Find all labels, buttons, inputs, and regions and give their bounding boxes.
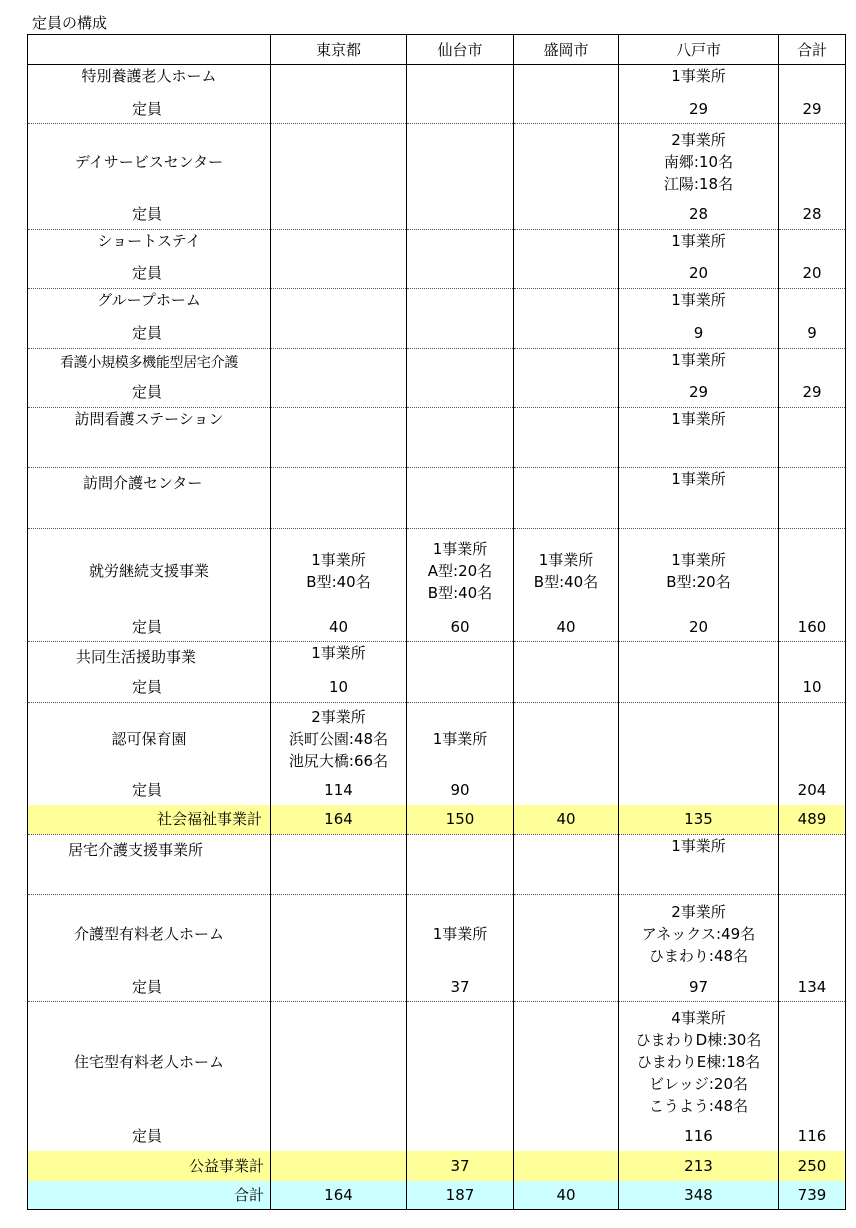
table-cell: [407, 230, 514, 259]
table-cell: [619, 673, 779, 703]
table-cell: 28: [779, 200, 846, 230]
table-cell: [779, 529, 846, 613]
header-row: [28, 35, 846, 65]
table-row: [28, 468, 846, 499]
table-cell: [779, 289, 846, 319]
row-label: 看護小規模多機能型居宅介護: [28, 349, 271, 378]
table-cell: 1事業所: [619, 230, 779, 259]
table-cell: [514, 378, 619, 408]
table-cell: 489: [779, 805, 846, 835]
table-cell: [779, 124, 846, 200]
table-cell: [514, 673, 619, 703]
table-cell: [514, 124, 619, 200]
table-cell: 348: [619, 1181, 779, 1210]
table-cell: 1事業所: [619, 468, 779, 499]
table-cell: [407, 95, 514, 124]
table-cell: 10: [779, 673, 846, 703]
table-cell: [514, 289, 619, 319]
table-cell: [779, 230, 846, 259]
table-cell: [619, 703, 779, 776]
row-label: 就労継続支援事業: [28, 529, 271, 613]
table-cell: [514, 642, 619, 673]
table-cell: [514, 895, 619, 973]
table-cell: 60: [407, 613, 514, 642]
table-cell: 29: [619, 95, 779, 124]
table-cell: [619, 499, 779, 529]
table-cell: [779, 499, 846, 529]
table-row: [28, 703, 846, 776]
table-cell: [619, 776, 779, 805]
table-cell: 2事業所 アネックス:49名 ひまわり:48名: [619, 895, 779, 973]
table-cell: [271, 973, 407, 1002]
table-cell: [407, 65, 514, 95]
table-cell: 1事業所 B型:40名: [514, 529, 619, 613]
table-cell: 164: [271, 805, 407, 835]
table-cell: 116: [779, 1122, 846, 1151]
table-row: [28, 349, 846, 378]
row-label: 定員: [28, 776, 271, 805]
table-cell: 29: [619, 378, 779, 408]
table-cell: 29: [779, 95, 846, 124]
table-cell: [271, 1151, 407, 1181]
row-label: [28, 499, 271, 529]
table-cell: [407, 499, 514, 529]
row-label: 認可保育園: [28, 703, 271, 776]
table-cell: 28: [619, 200, 779, 230]
row-label: 合計: [28, 1181, 271, 1210]
table-cell: [514, 776, 619, 805]
table-cell: [779, 835, 846, 865]
table-cell: [619, 439, 779, 468]
table-row: [28, 865, 846, 895]
table-cell: 40: [514, 1181, 619, 1210]
table-row: [28, 673, 846, 703]
table-cell: 9: [779, 319, 846, 349]
table-cell: [407, 319, 514, 349]
table-cell: 2事業所 南郷:10名 江陽:18名: [619, 124, 779, 200]
row-label: 介護型有料老人ホーム: [28, 895, 271, 973]
table-cell: [271, 124, 407, 200]
row-label: 定員: [28, 673, 271, 703]
table-cell: 29: [779, 378, 846, 408]
table-cell: 20: [619, 613, 779, 642]
table-cell: [271, 439, 407, 468]
row-label: 住宅型有料老人ホーム: [28, 1002, 271, 1122]
table-cell: [271, 95, 407, 124]
table-cell: [779, 408, 846, 439]
row-label: 共同生活援助事業: [28, 642, 271, 673]
table-cell: [407, 642, 514, 673]
table-row: [28, 642, 846, 673]
table-row: [28, 1151, 846, 1181]
header-cell-total: 合計: [779, 35, 846, 65]
table-row: [28, 259, 846, 289]
table-cell: [514, 319, 619, 349]
row-label: 定員: [28, 1122, 271, 1151]
row-label: デイサービスセンター: [28, 124, 271, 200]
row-label: グループホーム: [28, 289, 271, 319]
table-row: [28, 230, 846, 259]
table-cell: 1事業所: [407, 895, 514, 973]
table-row: [28, 973, 846, 1002]
table-cell: 1事業所: [407, 703, 514, 776]
table-cell: 250: [779, 1151, 846, 1181]
table-row: [28, 95, 846, 124]
table-row: [28, 439, 846, 468]
table-row: [28, 124, 846, 200]
table-cell: 187: [407, 1181, 514, 1210]
table-cell: [271, 378, 407, 408]
table-cell: [514, 408, 619, 439]
table-cell: [779, 895, 846, 973]
table-cell: [407, 1122, 514, 1151]
table-row: [28, 319, 846, 349]
table-cell: [514, 259, 619, 289]
table-cell: 1事業所 B型:20名: [619, 529, 779, 613]
row-label: [28, 865, 271, 895]
table-cell: [271, 259, 407, 289]
table-row: [28, 805, 846, 835]
table-cell: [407, 439, 514, 468]
row-label: ショートステイ: [28, 230, 271, 259]
table-cell: 1事業所 B型:40名: [271, 529, 407, 613]
table-cell: 204: [779, 776, 846, 805]
table-cell: [271, 499, 407, 529]
table-cell: 40: [514, 805, 619, 835]
table-cell: 37: [407, 1151, 514, 1181]
table-cell: [514, 865, 619, 895]
row-label: 特別養護老人ホーム: [28, 65, 271, 95]
table-cell: 1事業所: [619, 835, 779, 865]
table-cell: [779, 1002, 846, 1122]
table-cell: [514, 200, 619, 230]
table-cell: [271, 468, 407, 499]
table-cell: 90: [407, 776, 514, 805]
header-cell: [28, 35, 271, 65]
row-label: 定員: [28, 613, 271, 642]
table-cell: [514, 703, 619, 776]
page-title: 定員の構成: [32, 14, 108, 32]
table-cell: [407, 200, 514, 230]
table-row: [28, 776, 846, 805]
table-cell: [271, 895, 407, 973]
table-cell: 135: [619, 805, 779, 835]
table-row: [28, 289, 846, 319]
table-cell: 160: [779, 613, 846, 642]
table-cell: [271, 349, 407, 378]
table-cell: [407, 835, 514, 865]
table-cell: 1事業所: [271, 642, 407, 673]
table-cell: 40: [514, 613, 619, 642]
table-cell: 164: [271, 1181, 407, 1210]
table-cell: [271, 1002, 407, 1122]
table-cell: [271, 200, 407, 230]
table-cell: [779, 65, 846, 95]
table-cell: 116: [619, 1122, 779, 1151]
table-cell: 10: [271, 673, 407, 703]
table-cell: [271, 289, 407, 319]
table-cell: [407, 468, 514, 499]
table-cell: [407, 865, 514, 895]
header-cell-tokyo: 東京都: [271, 35, 407, 65]
table-cell: [271, 835, 407, 865]
table-row: [28, 1002, 846, 1122]
table-cell: [407, 408, 514, 439]
table-cell: 9: [619, 319, 779, 349]
table-cell: 37: [407, 973, 514, 1002]
table-cell: [779, 642, 846, 673]
table-cell: [779, 439, 846, 468]
row-label: 定員: [28, 378, 271, 408]
row-label: 公益事業計: [28, 1151, 271, 1181]
table-cell: 114: [271, 776, 407, 805]
table-cell: 4事業所 ひまわりD棟:30名 ひまわりE棟:18名 ビレッジ:20名 こうよう:48名: [619, 1002, 779, 1122]
table-cell: [779, 865, 846, 895]
table-cell: 1事業所: [619, 65, 779, 95]
table-cell: 40: [271, 613, 407, 642]
table-cell: [271, 408, 407, 439]
row-label: 定員: [28, 319, 271, 349]
table-row: [28, 408, 846, 439]
table-row: [28, 499, 846, 529]
table-cell: [514, 1122, 619, 1151]
table-cell: [619, 642, 779, 673]
table-cell: [271, 65, 407, 95]
row-label: 訪問看護ステーション: [28, 408, 271, 439]
table-cell: [514, 439, 619, 468]
table-cell: [779, 349, 846, 378]
table-cell: [514, 1151, 619, 1181]
table-row: [28, 378, 846, 408]
table-cell: [514, 468, 619, 499]
row-label: 居宅介護支援事業所: [28, 835, 271, 865]
table-cell: [514, 1002, 619, 1122]
row-label: 訪問介護センター: [28, 468, 271, 499]
table-row: [28, 613, 846, 642]
table-cell: 1事業所: [619, 289, 779, 319]
table-cell: 1事業所 A型:20名 B型:40名: [407, 529, 514, 613]
header-cell-sendai: 仙台市: [407, 35, 514, 65]
table-cell: 20: [619, 259, 779, 289]
row-label: 定員: [28, 973, 271, 1002]
table-cell: 97: [619, 973, 779, 1002]
table-cell: [514, 835, 619, 865]
table-cell: [514, 349, 619, 378]
row-label: [28, 439, 271, 468]
table-cell: 739: [779, 1181, 846, 1210]
table-cell: [619, 865, 779, 895]
table-cell: [407, 1002, 514, 1122]
table-row: [28, 200, 846, 230]
table-cell: [514, 230, 619, 259]
capacity-table: [27, 34, 846, 1210]
table-cell: 2事業所 浜町公園:48名 池尻大橋:66名: [271, 703, 407, 776]
table-cell: [514, 499, 619, 529]
table-cell: 150: [407, 805, 514, 835]
table-row: [28, 65, 846, 95]
table-cell: [407, 378, 514, 408]
table-cell: 1事業所: [619, 349, 779, 378]
table-cell: [271, 319, 407, 349]
table-row: [28, 895, 846, 973]
table-cell: [271, 230, 407, 259]
table-cell: [779, 703, 846, 776]
table-cell: [407, 259, 514, 289]
table-cell: [514, 95, 619, 124]
table-cell: 134: [779, 973, 846, 1002]
table-cell: [514, 973, 619, 1002]
table-cell: [407, 124, 514, 200]
table-cell: 20: [779, 259, 846, 289]
table-cell: [407, 289, 514, 319]
table-cell: [407, 673, 514, 703]
header-cell-morioka: 盛岡市: [514, 35, 619, 65]
table-row: [28, 1181, 846, 1210]
row-label: 社会福祉事業計: [28, 805, 271, 835]
table-cell: [514, 65, 619, 95]
table-row: [28, 835, 846, 865]
table-cell: 213: [619, 1151, 779, 1181]
table-cell: [407, 349, 514, 378]
row-label: 定員: [28, 259, 271, 289]
header-cell-hachinohe: 八戸市: [619, 35, 779, 65]
row-label: 定員: [28, 200, 271, 230]
table-cell: [779, 468, 846, 499]
table-cell: [271, 865, 407, 895]
table-cell: [271, 1122, 407, 1151]
row-label: 定員: [28, 95, 271, 124]
table-row: [28, 1122, 846, 1151]
table-row: [28, 529, 846, 613]
table-cell: 1事業所: [619, 408, 779, 439]
